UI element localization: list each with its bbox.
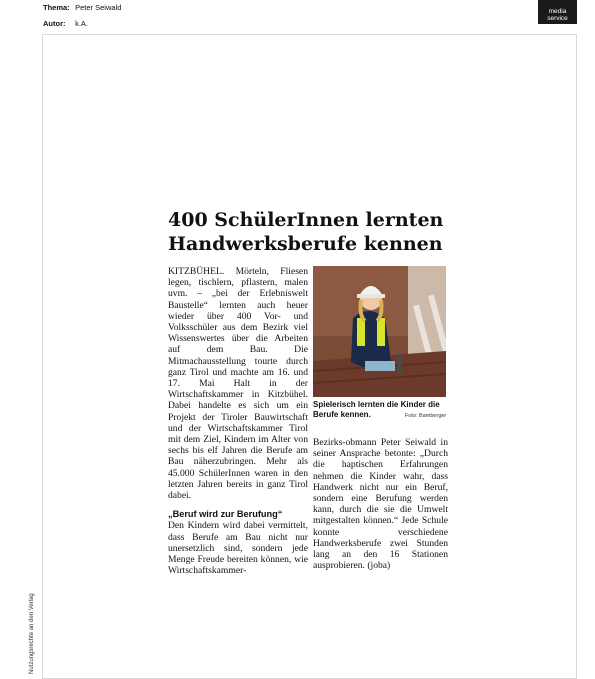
article-column-1 (168, 266, 308, 576)
headline-line-1: 400 SchülerInnen lernten (168, 209, 444, 231)
author-value: k.A. (75, 19, 89, 28)
body-paragraph-2: Den Kindern wird dabei vermittelt, dass Berufe am Bau nicht nur unersetzlich sind, sondern jede Menge Freude bereiten können, wie Wirtschaftskammer- (168, 520, 308, 577)
photo-caption: Spielerisch lernten die Kinder die Berufe kennen. (313, 400, 440, 419)
topic-line (43, 3, 121, 12)
body-paragraph-1: KITZBÜHEL. Mörteln, Fliesen legen, tischlern, pflastern, malen uvm. – „bei der Erlebniswelt Baustelle“ lernten auch heuer wieder über 400 Vor- und Volksschüler aus dem Bezirk viel Wissenswertes über die Arbeiten auf dem Bau. Die Mitmachausstellung tourte durch ganz Tirol und machte am 16. und 17. Mai Halt in der Wirtschaftskammer in Kitzbühel. Dabei handelte es sich um ein Projekt der Tiroler Bauwirtschaft und der Wirtschaftskammer Tirol mit dem Ziel, Kindern im Alter von sechs bis elf Jahren die Berufe am Bau näherzubringen. Mehr als 45.000 SchülerInnen waren in den letzten Jahren bereits in ganz Tirol dabei. (168, 266, 308, 502)
topic-label: Thema: (43, 3, 70, 12)
media-service-logo: media service (538, 0, 577, 24)
clipping-frame (42, 34, 577, 679)
headline-line-2: Handwerksberufe kennen (168, 233, 443, 255)
author-label: Autor: (43, 19, 66, 28)
topic-value: Peter Seiwald (75, 3, 122, 12)
author-line (43, 19, 88, 28)
subheading: „Beruf wird zur Berufung“ (168, 509, 283, 520)
article-column-2 (313, 437, 448, 571)
rights-note: Nutzungsrechte an den Verlag (29, 593, 35, 674)
article-headline (168, 208, 458, 256)
photo-credit: Foto: Bamberger (405, 413, 447, 419)
body-paragraph-3: Bezirks-obmann Peter Seiwald in seiner Ansprache betonte: „Durch die haptischen Erfahrungen nehmen die Kinder wahr, dass Handwerk nicht nur ein Beruf, sondern eine Berufung werden kann, durch die sie die Umwelt mitgestalten können.“ Jede Schule konnte verschiedene Handwerksberufe zwei Stunden lang an den 16 Stationen ausprobieren. (joba) (313, 437, 448, 572)
article-photo (313, 266, 446, 397)
